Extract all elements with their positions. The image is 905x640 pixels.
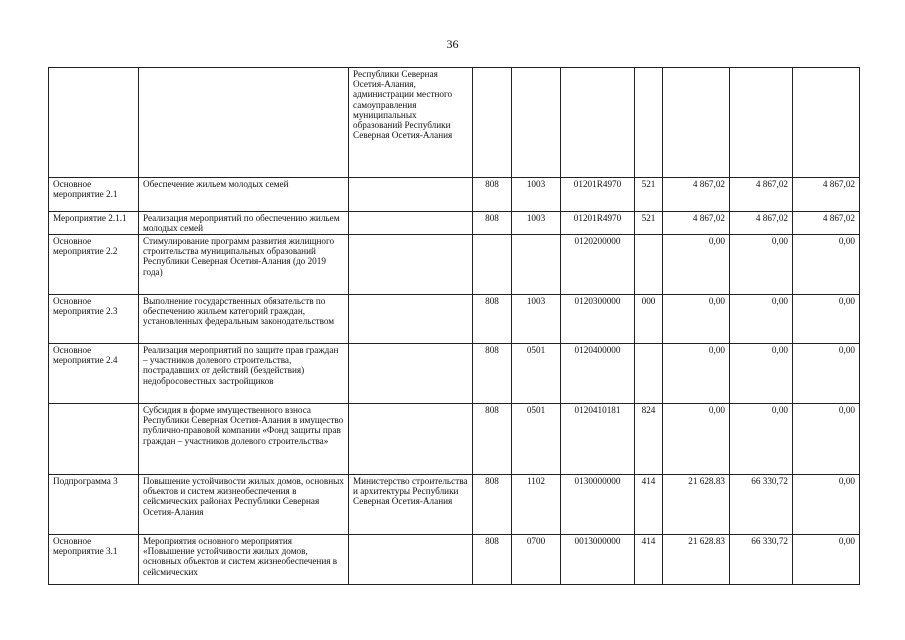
measure-name-cell: Повышение устойчивости жилых домов, основных объектов и систем жизнеобеспечения в сейсмических районах Республики Северная Осетия-Алания: [139, 475, 349, 535]
amount-col2-cell: 4 867,02: [730, 178, 793, 212]
executor-cell: [349, 295, 473, 344]
target-article-cell: 0120400000: [561, 344, 635, 404]
amount-col1-cell: 4 867,02: [663, 178, 730, 212]
amount-col1-cell: 21 628.83: [663, 475, 730, 535]
section-code-cell: [512, 235, 561, 295]
program-element-cell: Мероприятие 2.1.1: [49, 212, 139, 235]
target-article-cell: 0120410181: [561, 404, 635, 475]
table-row: [49, 475, 860, 535]
grbs-code-cell: 808: [473, 178, 512, 212]
measure-name-cell: Выполнение государственных обязательств по обеспечению жильем категорий граждан, установленных федеральным законодательством: [139, 295, 349, 344]
section-code-cell: 0501: [512, 404, 561, 475]
grbs-code-cell: 808: [473, 212, 512, 235]
target-article-cell: 0120300000: [561, 295, 635, 344]
executor-cell: [349, 235, 473, 295]
section-code-cell: 1102: [512, 475, 561, 535]
executor-cell: [349, 535, 473, 585]
grbs-code-cell: 808: [473, 404, 512, 475]
amount-col1-cell: 0,00: [663, 404, 730, 475]
program-element-cell: Основное мероприятие 3.1: [49, 535, 139, 585]
expense-type-cell: 824: [635, 404, 663, 475]
target-article-cell: 0120200000: [561, 235, 635, 295]
amount-col2-cell: 4 867,02: [730, 212, 793, 235]
amount-col3-cell: 0,00: [793, 475, 860, 535]
measure-name-cell: Мероприятия основного мероприятия «Повышение устойчивости жилых домов, основных объектов и систем жизнеобеспечения в сейсмических: [139, 535, 349, 585]
grbs-code-cell: [473, 235, 512, 295]
measure-name-cell: Субсидия в форме имущественного взноса Республики Северная Осетия-Алания в имущество публично-правовой компании «Фонд защиты прав граждан – участников долевого строительства»: [139, 404, 349, 475]
amount-col1-cell: 0,00: [663, 235, 730, 295]
amount-col3-cell: 4 867,02: [793, 212, 860, 235]
table-row: [49, 295, 860, 344]
expense-type-cell: 521: [635, 178, 663, 212]
amount-col2-cell: 0,00: [730, 235, 793, 295]
table-row: [49, 235, 860, 295]
amount-col2-cell: 66 330,72: [730, 535, 793, 585]
amount-col3-cell: 0,00: [793, 235, 860, 295]
expense-type-cell: [635, 344, 663, 404]
grbs-code-cell: 808: [473, 295, 512, 344]
section-code-cell: 0501: [512, 344, 561, 404]
amount-col2-cell: 0,00: [730, 344, 793, 404]
measure-name-cell: Обеспечение жильем молодых семей: [139, 178, 349, 212]
amount-col2-cell: 66 330,72: [730, 475, 793, 535]
executor-cell: [349, 212, 473, 235]
target-article-cell: 0130000000: [561, 475, 635, 535]
measure-name-cell: [139, 68, 349, 178]
table-row: [49, 212, 860, 235]
program-element-cell: Основное мероприятие 2.3: [49, 295, 139, 344]
amount-col2-cell: 0,00: [730, 295, 793, 344]
executor-cell: [349, 404, 473, 475]
amount-col2-cell: 0,00: [730, 404, 793, 475]
executor-cell: [349, 344, 473, 404]
program-element-cell: [49, 68, 139, 178]
target-article-cell: 0013000000: [561, 535, 635, 585]
program-element-cell: Подпрограмма 3: [49, 475, 139, 535]
amount-col3-cell: 0,00: [793, 295, 860, 344]
amount-col3-cell: 0,00: [793, 404, 860, 475]
table-row: [49, 178, 860, 212]
target-article-cell: 01201R4970: [561, 178, 635, 212]
section-code-cell: [512, 68, 561, 178]
grbs-code-cell: 808: [473, 475, 512, 535]
target-article-cell: [561, 68, 635, 178]
grbs-code-cell: 808: [473, 344, 512, 404]
program-element-cell: Основное мероприятие 2.2: [49, 235, 139, 295]
amount-col3-cell: 0,00: [793, 344, 860, 404]
amount-col1-cell: [663, 68, 730, 178]
budget-table: [48, 67, 860, 585]
section-code-cell: 1003: [512, 212, 561, 235]
table-row: [49, 68, 860, 178]
table-row: [49, 404, 860, 475]
measure-name-cell: Реализация мероприятий по обеспечению жильем молодых семей: [139, 212, 349, 235]
measure-name-cell: Стимулирование программ развития жилищного строительства муниципальных образований Республики Северная Осетия-Алания (до 2019 года): [139, 235, 349, 295]
expense-type-cell: 000: [635, 295, 663, 344]
grbs-code-cell: [473, 68, 512, 178]
amount-col1-cell: 4 867,02: [663, 212, 730, 235]
program-element-cell: Основное мероприятие 2.1: [49, 178, 139, 212]
program-element-cell: Основное мероприятие 2.4: [49, 344, 139, 404]
amount-col1-cell: 0,00: [663, 344, 730, 404]
measure-name-cell: Реализация мероприятий по защите прав граждан – участников долевого строительства, пострадавших от действий (бездействия) недобросовестных застройщиков: [139, 344, 349, 404]
program-element-cell: [49, 404, 139, 475]
executor-cell: Министерство строительства и архитектуры Республики Северная Осетия-Алания: [349, 475, 473, 535]
expense-type-cell: 414: [635, 535, 663, 585]
target-article-cell: 01201R4970: [561, 212, 635, 235]
expense-type-cell: 414: [635, 475, 663, 535]
amount-col1-cell: 0,00: [663, 295, 730, 344]
executor-cell: [349, 178, 473, 212]
section-code-cell: 0700: [512, 535, 561, 585]
expense-type-cell: [635, 235, 663, 295]
executor-cell: Республики Северная Осетия-Алания, администрации местного самоуправления муниципальных образований Республики Северная Осетия-Алания: [349, 68, 473, 178]
amount-col3-cell: 4 867,02: [793, 178, 860, 212]
table-row: [49, 344, 860, 404]
expense-type-cell: 521: [635, 212, 663, 235]
section-code-cell: 1003: [512, 295, 561, 344]
amount-col3-cell: 0,00: [793, 535, 860, 585]
amount-col3-cell: [793, 68, 860, 178]
grbs-code-cell: 808: [473, 535, 512, 585]
page-number: 36: [446, 37, 459, 51]
section-code-cell: 1003: [512, 178, 561, 212]
table-row: [49, 535, 860, 585]
amount-col2-cell: [730, 68, 793, 178]
amount-col1-cell: 21 628.83: [663, 535, 730, 585]
expense-type-cell: [635, 68, 663, 178]
